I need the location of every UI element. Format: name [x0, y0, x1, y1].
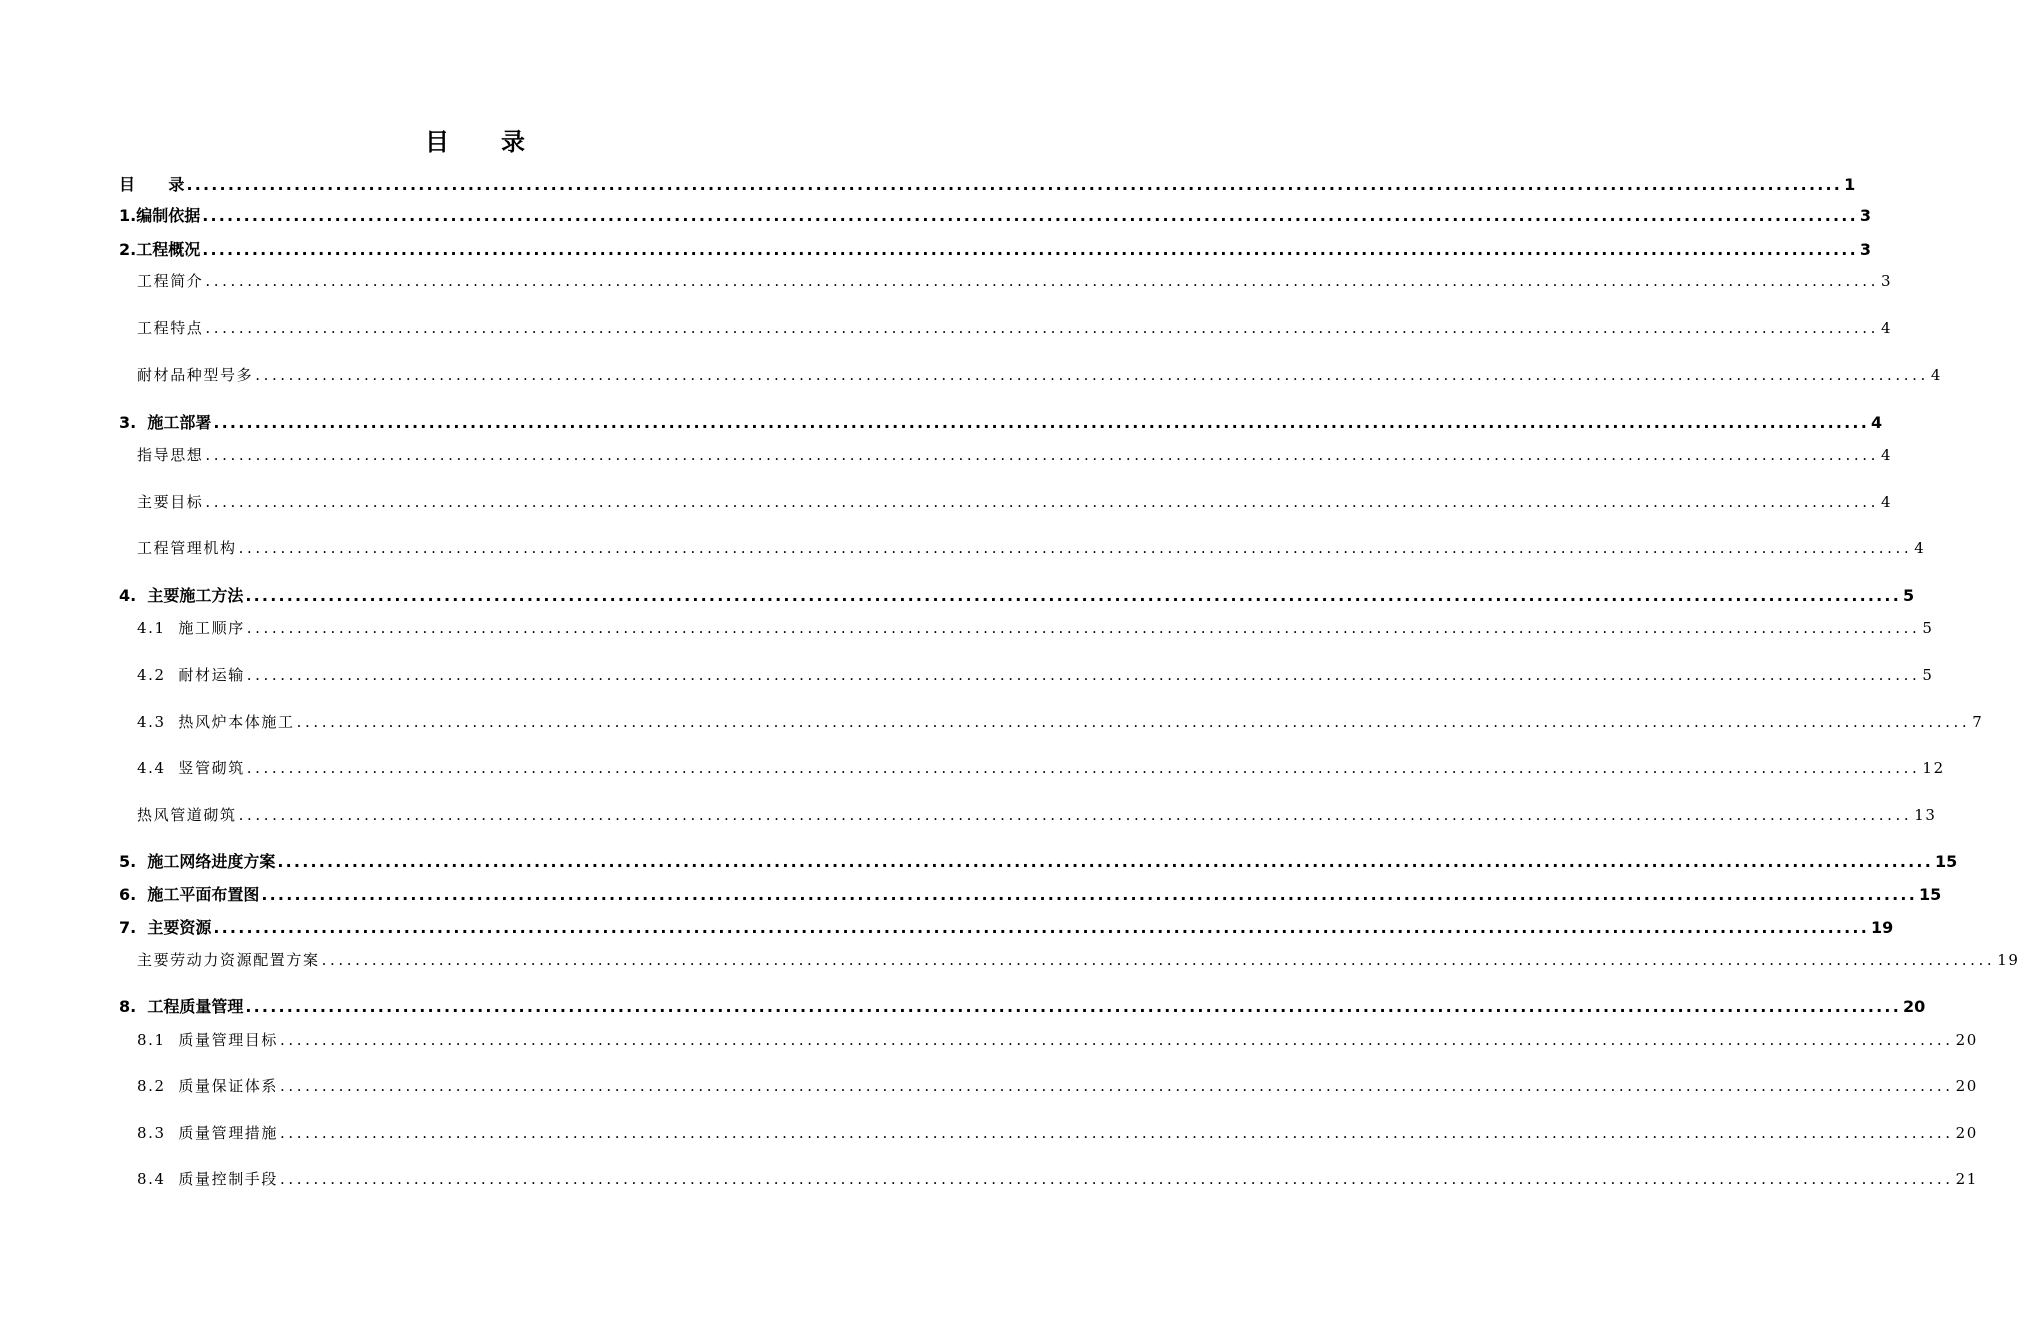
toc-entry-label: 8. 工程质量管理 — [119, 997, 244, 1016]
toc-leader-dots: ........................................................................................................................................................................................................ — [280, 1031, 1954, 1049]
toc-leader-dots: ........................................................................................................................................................................................................ — [296, 713, 1971, 731]
toc-leader-dots: ........................................................................................................................................................................................................ — [245, 997, 1901, 1016]
toc-leader-dots: ........................................................................................................................................................................................................ — [202, 240, 1858, 259]
toc-leader-dots: ........................................................................................................................................................................................................ — [238, 539, 1913, 557]
toc-leader-dots: ........................................................................................................................................................................................................ — [205, 493, 1880, 511]
toc-leader-dots: ........................................................................................................................................................................................................ — [205, 446, 1880, 464]
toc-entry[interactable] — [119, 915, 1894, 938]
toc-entry[interactable] — [119, 172, 1856, 195]
toc-entry[interactable] — [119, 237, 1871, 260]
toc-entry-label: 目 录 — [119, 175, 185, 194]
toc-entry-label: 工程特点 — [137, 319, 204, 337]
toc-entry-label: 工程管理机构 — [137, 539, 237, 557]
toc-entry-page-number: 12 — [1922, 759, 1945, 777]
toc-leader-dots: ........................................................................................................................................................................................................ — [280, 1124, 1954, 1142]
toc-entry-page-number: 19 — [1997, 951, 2020, 969]
toc-entry-page-number: 4 — [1870, 413, 1883, 432]
toc-entry-page-number: 5 — [1922, 619, 1934, 637]
toc-leader-dots: ........................................................................................................................................................................................................ — [255, 366, 1929, 384]
toc-entry-page-number: 1 — [1844, 175, 1856, 194]
toc-entry-label: 8.4 质量控制手段 — [137, 1170, 278, 1188]
toc-entry[interactable] — [137, 537, 1926, 558]
toc-leader-dots: ........................................................................................................................................................................................................ — [277, 852, 1933, 871]
toc-leader-dots: ........................................................................................................................................................................................................ — [186, 175, 1843, 194]
toc-entry[interactable] — [137, 1029, 1978, 1050]
toc-entry-label: 工程简介 — [137, 272, 204, 290]
toc-entry[interactable] — [137, 1168, 1978, 1189]
toc-leader-dots: ........................................................................................................................................................................................................ — [261, 885, 1917, 904]
toc-entry-page-number: 20 — [1902, 997, 1926, 1016]
toc-entry[interactable] — [137, 1075, 1978, 1096]
toc-entry[interactable] — [119, 583, 1915, 606]
toc-entry[interactable] — [137, 1122, 1978, 1143]
toc-entry[interactable] — [119, 410, 1883, 433]
toc-entry-label: 指导思想 — [137, 446, 204, 464]
toc-leader-dots: ........................................................................................................................................................................................................ — [238, 806, 1913, 824]
toc-entry[interactable] — [119, 849, 1958, 872]
toc-entry[interactable] — [137, 444, 1893, 465]
toc-leader-dots: ........................................................................................................................................................................................................ — [246, 759, 1921, 777]
toc-entry-label: 4.3 热风炉本体施工 — [137, 713, 295, 731]
toc-entry-page-number: 4 — [1881, 446, 1893, 464]
toc-entry-label: 主要目标 — [137, 493, 204, 511]
toc-leader-dots: ........................................................................................................................................................................................................ — [280, 1077, 1954, 1095]
toc-entry[interactable] — [119, 994, 1926, 1017]
toc-entry-page-number: 3 — [1881, 272, 1893, 290]
toc-leader-dots: ........................................................................................................................................................................................................ — [205, 319, 1880, 337]
toc-entry-label: 8.1 质量管理目标 — [137, 1031, 278, 1049]
toc-entry[interactable] — [137, 949, 2020, 970]
toc-entry-label: 4.1 施工顺序 — [137, 619, 245, 637]
toc-entry-label: 4.4 竖管砌筑 — [137, 759, 245, 777]
toc-entry[interactable] — [137, 491, 1893, 512]
toc-entry-page-number: 20 — [1955, 1124, 1978, 1142]
toc-entry-page-number: 15 — [1934, 852, 1958, 871]
toc-entry-page-number: 3 — [1859, 240, 1871, 259]
toc-entry[interactable] — [137, 317, 1893, 338]
toc-entry-page-number: 5 — [1902, 586, 1915, 605]
toc-entry[interactable] — [137, 804, 1937, 825]
toc-leader-dots: ........................................................................................................................................................................................................ — [213, 918, 1869, 937]
toc-entry-label: 2.工程概况 — [119, 240, 201, 259]
toc-entry-label: 1.编制依据 — [119, 206, 201, 225]
toc-entry[interactable] — [137, 664, 1934, 685]
toc-leader-dots: ........................................................................................................................................................................................................ — [245, 586, 1901, 605]
toc-entry-page-number: 15 — [1918, 885, 1942, 904]
title-right-char: 录 — [501, 127, 525, 156]
toc-entry-label: 5. 施工网络进度方案 — [119, 852, 276, 871]
toc-entry[interactable] — [119, 203, 1871, 226]
toc-entry-page-number: 20 — [1955, 1077, 1978, 1095]
toc-entry-page-number: 5 — [1922, 666, 1934, 684]
toc-entry-label: 3. 施工部署 — [119, 413, 212, 432]
toc-entry-label: 8.3 质量管理措施 — [137, 1124, 278, 1142]
toc-entry-label: 7. 主要资源 — [119, 918, 212, 937]
toc-entry-page-number: 13 — [1914, 806, 1937, 824]
toc-entry-label: 耐材品种型号多 — [137, 366, 254, 384]
toc-entry-page-number: 4 — [1914, 539, 1926, 557]
toc-leader-dots: ........................................................................................................................................................................................................ — [213, 413, 1869, 432]
toc-entry-label: 4. 主要施工方法 — [119, 586, 244, 605]
toc-leader-dots: ........................................................................................................................................................................................................ — [246, 619, 1921, 637]
toc-leader-dots: ........................................................................................................................................................................................................ — [321, 951, 1996, 969]
toc-entry-page-number: 20 — [1955, 1031, 1978, 1049]
toc-entry[interactable] — [137, 270, 1893, 291]
toc-entry-label: 6. 施工平面布置图 — [119, 885, 260, 904]
toc-entry-label: 主要劳动力资源配置方案 — [137, 951, 320, 969]
toc-entry[interactable] — [137, 757, 1945, 778]
toc-leader-dots: ........................................................................................................................................................................................................ — [202, 206, 1858, 225]
toc-entry-label: 4.2 耐材运输 — [137, 666, 245, 684]
toc-leader-dots: ........................................................................................................................................................................................................ — [246, 666, 1921, 684]
toc-entry-page-number: 19 — [1870, 918, 1894, 937]
toc-entry-page-number: 3 — [1859, 206, 1871, 225]
toc-entry-page-number: 4 — [1881, 493, 1893, 511]
toc-entry-page-number: 4 — [1930, 366, 1942, 384]
toc-entry-label: 8.2 质量保证体系 — [137, 1077, 278, 1095]
toc-entry-label: 热风管道砌筑 — [137, 806, 237, 824]
title-left-char: 目 — [425, 127, 449, 156]
toc-entry[interactable] — [119, 882, 1942, 905]
toc-leader-dots: ........................................................................................................................................................................................................ — [205, 272, 1880, 290]
toc-entry[interactable] — [137, 364, 1942, 385]
toc-entry-page-number: 4 — [1881, 319, 1893, 337]
toc-leader-dots: ........................................................................................................................................................................................................ — [280, 1170, 1954, 1188]
toc-entry-page-number: 7 — [1972, 713, 1984, 731]
toc-entry-page-number: 21 — [1955, 1170, 1978, 1188]
toc-entry[interactable] — [137, 617, 1934, 638]
toc-entry[interactable] — [137, 711, 1984, 732]
